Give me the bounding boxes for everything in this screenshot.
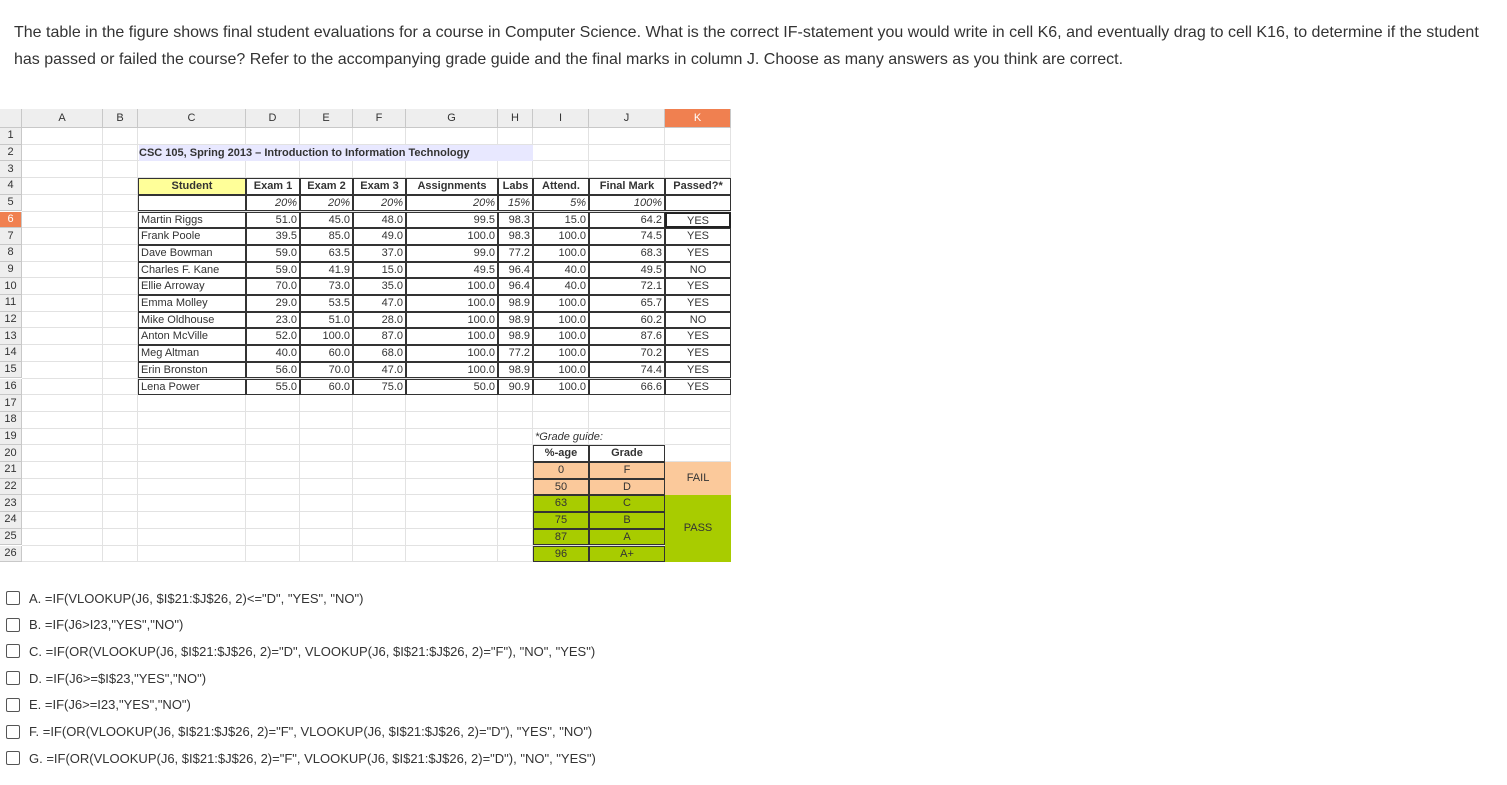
score-cell[interactable]: 50.0 bbox=[406, 379, 498, 396]
student-name-cell[interactable]: Charles F. Kane bbox=[138, 262, 246, 279]
score-cell[interactable]: 100.0 bbox=[406, 328, 498, 345]
answer-option-label: C. =IF(OR(VLOOKUP(J6, $I$21:$J$26, 2)="D", VLOOKUP(J6, $I$21:$J$26, 2)="F"), "NO", "YES") bbox=[29, 643, 596, 659]
grade-guide-grade-cell[interactable]: C bbox=[589, 495, 665, 512]
row-header-23[interactable]: 23 bbox=[0, 495, 22, 512]
grade-guide-pct-cell[interactable]: 87 bbox=[533, 529, 589, 546]
score-cell[interactable]: 47.0 bbox=[353, 362, 406, 379]
column-title-i[interactable]: Attend. bbox=[533, 178, 589, 195]
score-cell[interactable]: 100.0 bbox=[533, 312, 589, 329]
weight-cell-i[interactable]: 5% bbox=[533, 195, 589, 212]
score-cell[interactable]: 66.6 bbox=[589, 379, 665, 396]
score-cell[interactable]: 49.5 bbox=[589, 262, 665, 279]
student-name-cell[interactable]: Mike Oldhouse bbox=[138, 312, 246, 329]
row-header-8[interactable]: 8 bbox=[0, 245, 22, 262]
passed-cell[interactable]: YES bbox=[665, 328, 731, 345]
grade-guide-pct-cell[interactable]: 63 bbox=[533, 495, 589, 512]
grade-guide-title: *Grade guide: bbox=[535, 430, 603, 443]
score-cell[interactable]: 52.0 bbox=[246, 328, 300, 345]
grade-guide-grade-cell[interactable]: B bbox=[589, 512, 665, 529]
row-header-17[interactable]: 17 bbox=[0, 395, 22, 412]
column-title-e[interactable]: Exam 2 bbox=[300, 178, 353, 195]
row-header-5[interactable]: 5 bbox=[0, 195, 22, 212]
row-header-13[interactable]: 13 bbox=[0, 328, 22, 345]
score-cell[interactable]: 100.0 bbox=[406, 312, 498, 329]
score-cell[interactable]: 75.0 bbox=[353, 379, 406, 396]
score-cell[interactable]: 72.1 bbox=[589, 278, 665, 295]
answer-option-b[interactable] bbox=[6, 615, 183, 635]
student-name-cell[interactable]: Emma Molley bbox=[138, 295, 246, 312]
score-cell[interactable]: 56.0 bbox=[246, 362, 300, 379]
weight-cell-j[interactable]: 100% bbox=[589, 195, 665, 212]
student-name-cell[interactable]: Martin Riggs bbox=[138, 212, 246, 229]
score-cell[interactable]: 77.2 bbox=[498, 245, 533, 262]
column-title-f[interactable]: Exam 3 bbox=[353, 178, 406, 195]
column-title-c[interactable]: Student bbox=[138, 178, 246, 195]
score-cell[interactable]: 98.3 bbox=[498, 212, 533, 229]
score-cell[interactable]: 99.5 bbox=[406, 212, 498, 229]
grade-guide-grade-cell[interactable]: F bbox=[589, 462, 665, 479]
row-header-3[interactable]: 3 bbox=[0, 161, 22, 178]
weight-cell-f[interactable]: 20% bbox=[353, 195, 406, 212]
score-cell[interactable]: 68.3 bbox=[589, 245, 665, 262]
column-header-f[interactable]: F bbox=[353, 109, 406, 128]
score-cell[interactable]: 47.0 bbox=[353, 295, 406, 312]
answer-option-d[interactable] bbox=[6, 668, 206, 688]
grade-guide-pct-cell[interactable]: 96 bbox=[533, 546, 589, 563]
fail-label: FAIL bbox=[665, 462, 731, 495]
row-header-20[interactable]: 20 bbox=[0, 445, 22, 462]
score-cell[interactable]: 100.0 bbox=[533, 295, 589, 312]
passed-cell[interactable]: YES bbox=[665, 245, 731, 262]
score-cell[interactable]: 39.5 bbox=[246, 228, 300, 245]
answer-option-e[interactable] bbox=[6, 695, 191, 715]
column-header-c[interactable]: C bbox=[138, 109, 246, 128]
column-header-j[interactable]: J bbox=[589, 109, 665, 128]
score-cell[interactable]: 77.2 bbox=[498, 345, 533, 362]
score-cell[interactable]: 100.0 bbox=[406, 278, 498, 295]
grade-guide-pct-cell[interactable]: 50 bbox=[533, 479, 589, 496]
passed-cell[interactable]: YES bbox=[665, 379, 731, 396]
weight-cell-g[interactable]: 20% bbox=[406, 195, 498, 212]
column-title-k[interactable]: Passed?* bbox=[665, 178, 731, 195]
score-cell[interactable]: 63.5 bbox=[300, 245, 353, 262]
row-header-15[interactable]: 15 bbox=[0, 362, 22, 379]
score-cell[interactable]: 100.0 bbox=[533, 328, 589, 345]
score-cell[interactable]: 15.0 bbox=[533, 212, 589, 229]
score-cell[interactable]: 40.0 bbox=[246, 345, 300, 362]
row-header-2[interactable]: 2 bbox=[0, 145, 22, 162]
row-header-14[interactable]: 14 bbox=[0, 345, 22, 362]
gridline bbox=[22, 411, 731, 412]
answer-option-label: D. =IF(J6>=$I$23,"YES","NO") bbox=[29, 670, 207, 686]
column-header-d[interactable]: D bbox=[246, 109, 300, 128]
score-cell[interactable]: 23.0 bbox=[246, 312, 300, 329]
student-name-cell[interactable]: Anton McVille bbox=[138, 328, 246, 345]
score-cell[interactable]: 100.0 bbox=[533, 345, 589, 362]
score-cell[interactable]: 48.0 bbox=[353, 212, 406, 229]
column-header-h[interactable]: H bbox=[498, 109, 533, 128]
column-header-e[interactable]: E bbox=[300, 109, 353, 128]
score-cell[interactable]: 45.0 bbox=[300, 212, 353, 229]
answer-option-c[interactable] bbox=[6, 641, 595, 661]
student-name-cell[interactable]: Meg Altman bbox=[138, 345, 246, 362]
score-cell[interactable]: 59.0 bbox=[246, 262, 300, 279]
score-cell[interactable]: 15.0 bbox=[353, 262, 406, 279]
row-header-10[interactable]: 10 bbox=[0, 278, 22, 295]
passed-cell[interactable]: YES bbox=[665, 295, 731, 312]
row-header-19[interactable]: 19 bbox=[0, 429, 22, 446]
row-header-12[interactable]: 12 bbox=[0, 312, 22, 329]
student-name-cell[interactable]: Frank Poole bbox=[138, 228, 246, 245]
score-cell[interactable]: 68.0 bbox=[353, 345, 406, 362]
row-header-16[interactable]: 16 bbox=[0, 379, 22, 396]
weight-cell-e[interactable]: 20% bbox=[300, 195, 353, 212]
student-name-cell[interactable]: Lena Power bbox=[138, 379, 246, 396]
score-cell[interactable]: 49.5 bbox=[406, 262, 498, 279]
grade-guide-pct-cell[interactable]: 75 bbox=[533, 512, 589, 529]
score-cell[interactable]: 87.6 bbox=[589, 328, 665, 345]
score-cell[interactable]: 100.0 bbox=[406, 295, 498, 312]
grade-guide-pct-header[interactable]: %-age bbox=[533, 445, 589, 462]
score-cell[interactable]: 51.0 bbox=[246, 212, 300, 229]
score-cell[interactable]: 41.9 bbox=[300, 262, 353, 279]
score-cell[interactable]: 49.0 bbox=[353, 228, 406, 245]
row-header-21[interactable]: 21 bbox=[0, 462, 22, 479]
column-title-h[interactable]: Labs bbox=[498, 178, 533, 195]
score-cell[interactable]: 98.9 bbox=[498, 295, 533, 312]
checkbox[interactable] bbox=[6, 644, 20, 658]
row-header-26[interactable]: 26 bbox=[0, 546, 22, 563]
passed-cell[interactable]: YES bbox=[665, 228, 731, 245]
row-header-25[interactable]: 25 bbox=[0, 529, 22, 546]
weight-cell-h[interactable]: 15% bbox=[498, 195, 533, 212]
score-cell[interactable]: 35.0 bbox=[353, 278, 406, 295]
answer-option-label: F. =IF(OR(VLOOKUP(J6, $I$21:$J$26, 2)="F", VLOOKUP(J6, $I$21:$J$26, 2)="D"), "YES", "NO") bbox=[29, 724, 593, 739]
row-header-18[interactable]: 18 bbox=[0, 412, 22, 429]
checkbox[interactable] bbox=[6, 698, 20, 712]
row-header-1[interactable]: 1 bbox=[0, 128, 22, 145]
checkbox[interactable] bbox=[6, 671, 20, 685]
score-cell[interactable]: 96.4 bbox=[498, 262, 533, 279]
grade-guide-grade-cell[interactable]: A bbox=[589, 529, 665, 546]
answer-option-label: B. =IF(J6>I23,"YES","NO") bbox=[29, 617, 184, 633]
passed-cell[interactable]: NO bbox=[665, 312, 731, 329]
score-cell[interactable]: 70.2 bbox=[589, 345, 665, 362]
column-title-d[interactable]: Exam 1 bbox=[246, 178, 300, 195]
answer-option-g[interactable] bbox=[6, 748, 596, 768]
grade-guide-grade-cell[interactable]: D bbox=[589, 479, 665, 496]
score-cell[interactable]: 100.0 bbox=[533, 245, 589, 262]
score-cell[interactable]: 98.3 bbox=[498, 228, 533, 245]
column-title-g[interactable]: Assignments bbox=[406, 178, 498, 195]
column-title-j[interactable]: Final Mark bbox=[589, 178, 665, 195]
score-cell[interactable]: 96.4 bbox=[498, 278, 533, 295]
grade-guide-grade-cell[interactable]: A+ bbox=[589, 546, 665, 563]
score-cell[interactable]: 100.0 bbox=[533, 379, 589, 396]
score-cell[interactable]: 60.0 bbox=[300, 345, 353, 362]
pass-label: PASS bbox=[665, 495, 731, 562]
checkbox[interactable] bbox=[6, 618, 20, 632]
row-header-11[interactable]: 11 bbox=[0, 295, 22, 312]
score-cell[interactable]: 100.0 bbox=[406, 345, 498, 362]
score-cell[interactable]: 59.0 bbox=[246, 245, 300, 262]
answer-option-label: A. =IF(VLOOKUP(J6, $I$21:$J$26, 2)<="D", "YES", "NO") bbox=[29, 590, 364, 606]
row-header-6[interactable]: 6 bbox=[0, 212, 22, 229]
column-header-k[interactable]: K bbox=[665, 109, 731, 128]
score-cell[interactable]: 100.0 bbox=[406, 362, 498, 379]
passed-cell[interactable]: YES bbox=[665, 362, 731, 379]
score-cell[interactable]: 40.0 bbox=[533, 278, 589, 295]
row-header-4[interactable]: 4 bbox=[0, 178, 22, 195]
weight-cell-k[interactable] bbox=[665, 195, 731, 212]
score-cell[interactable]: 100.0 bbox=[533, 228, 589, 245]
passed-cell[interactable]: NO bbox=[665, 262, 731, 279]
score-cell[interactable]: 65.7 bbox=[589, 295, 665, 312]
score-cell[interactable]: 87.0 bbox=[353, 328, 406, 345]
checkbox[interactable] bbox=[6, 751, 20, 765]
score-cell[interactable]: 60.0 bbox=[300, 379, 353, 396]
score-cell[interactable]: 70.0 bbox=[300, 362, 353, 379]
column-header-a[interactable]: A bbox=[22, 109, 103, 128]
gridline bbox=[102, 128, 103, 562]
score-cell[interactable]: 73.0 bbox=[300, 278, 353, 295]
spreadsheet-image bbox=[0, 109, 732, 560]
row-header-9[interactable]: 9 bbox=[0, 262, 22, 279]
answer-option-a[interactable] bbox=[6, 588, 363, 608]
answer-option-f[interactable] bbox=[6, 722, 592, 742]
score-cell[interactable]: 74.4 bbox=[589, 362, 665, 379]
student-name-cell[interactable]: Erin Bronston bbox=[138, 362, 246, 379]
student-name-cell[interactable]: Ellie Arroway bbox=[138, 278, 246, 295]
score-cell[interactable]: 53.5 bbox=[300, 295, 353, 312]
select-all-corner[interactable] bbox=[0, 109, 22, 128]
score-cell[interactable]: 90.9 bbox=[498, 379, 533, 396]
passed-cell[interactable]: YES bbox=[665, 278, 731, 295]
row-header-22[interactable]: 22 bbox=[0, 479, 22, 496]
score-cell[interactable]: 29.0 bbox=[246, 295, 300, 312]
score-cell[interactable]: 60.2 bbox=[589, 312, 665, 329]
student-name-cell[interactable]: Dave Bowman bbox=[138, 245, 246, 262]
grade-guide-grade-header[interactable]: Grade bbox=[589, 445, 665, 462]
score-cell[interactable]: 85.0 bbox=[300, 228, 353, 245]
grade-guide-pct-cell[interactable]: 0 bbox=[533, 462, 589, 479]
score-cell[interactable]: 51.0 bbox=[300, 312, 353, 329]
score-cell[interactable]: 70.0 bbox=[246, 278, 300, 295]
checkbox[interactable] bbox=[6, 591, 20, 605]
weight-cell-c[interactable] bbox=[138, 195, 246, 212]
column-header-b[interactable]: B bbox=[103, 109, 138, 128]
answer-option-label: G. =IF(OR(VLOOKUP(J6, $I$21:$J$26, 2)="F", VLOOKUP(J6, $I$21:$J$26, 2)="D"), "NO", "YES") bbox=[29, 750, 596, 766]
row-header-24[interactable]: 24 bbox=[0, 512, 22, 529]
sheet-title: CSC 105, Spring 2013 – Introduction to Information Technology bbox=[139, 145, 533, 162]
score-cell[interactable]: 64.2 bbox=[589, 212, 665, 229]
score-cell[interactable]: 98.9 bbox=[498, 312, 533, 329]
weight-cell-d[interactable]: 20% bbox=[246, 195, 300, 212]
score-cell[interactable]: 100.0 bbox=[533, 362, 589, 379]
score-cell[interactable]: 40.0 bbox=[533, 262, 589, 279]
answer-option-label: E. =IF(J6>=I23,"YES","NO") bbox=[29, 697, 191, 713]
score-cell[interactable]: 28.0 bbox=[353, 312, 406, 329]
score-cell[interactable]: 99.0 bbox=[406, 245, 498, 262]
score-cell[interactable]: 55.0 bbox=[246, 379, 300, 396]
passed-cell[interactable]: YES bbox=[665, 345, 731, 362]
passed-cell[interactable]: YES bbox=[665, 212, 731, 229]
score-cell[interactable]: 100.0 bbox=[300, 328, 353, 345]
score-cell[interactable]: 98.9 bbox=[498, 328, 533, 345]
column-header-g[interactable]: G bbox=[406, 109, 498, 128]
checkbox[interactable] bbox=[6, 725, 20, 739]
column-header-i[interactable]: I bbox=[533, 109, 589, 128]
score-cell[interactable]: 74.5 bbox=[589, 228, 665, 245]
score-cell[interactable]: 37.0 bbox=[353, 245, 406, 262]
score-cell[interactable]: 98.9 bbox=[498, 362, 533, 379]
row-header-7[interactable]: 7 bbox=[0, 228, 22, 245]
question-text: The table in the figure shows final student evaluations for a course in Computer Science. What is the correct IF-statement you would write in cell K6, and eventually drag to cell K16, to determine if the student has passed or failed the course? Refer to the accompanying grade guide and the final marks in column J. Choose as many answers as you think are correct. bbox=[14, 24, 1479, 68]
score-cell[interactable]: 100.0 bbox=[406, 228, 498, 245]
